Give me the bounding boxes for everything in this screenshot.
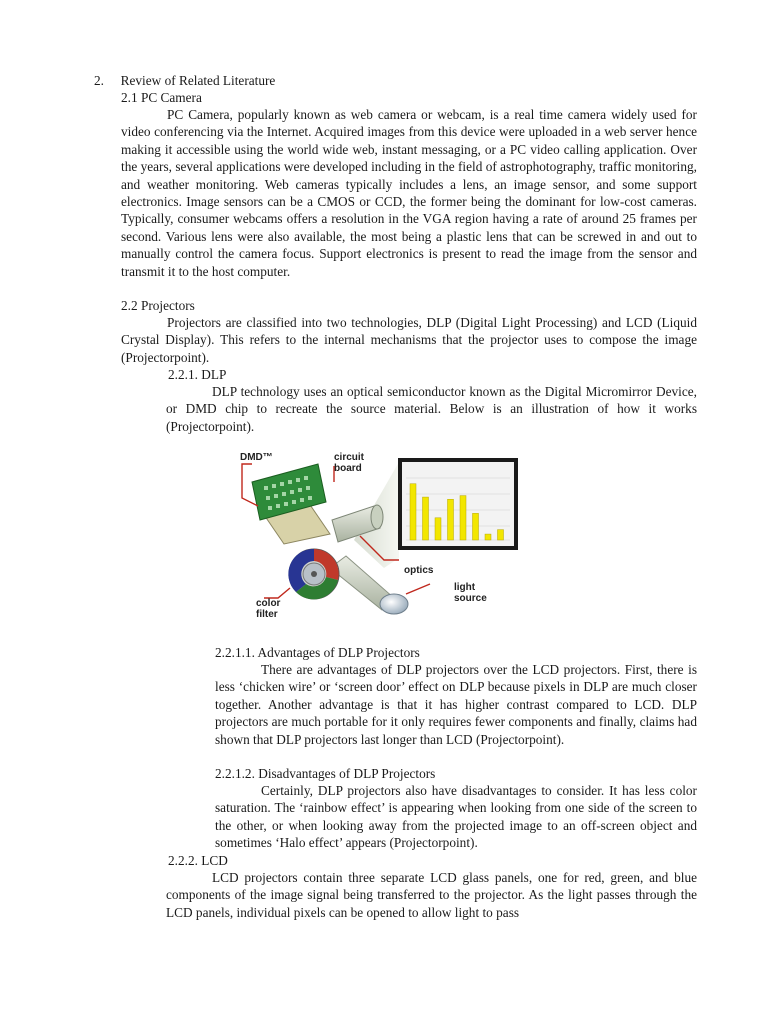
section-heading xyxy=(94,72,275,89)
label-light-line2: source xyxy=(454,593,487,604)
dlp-advantages-heading: 2.2.1.1. Advantages of DLP Projectors xyxy=(215,645,420,660)
screen-bar xyxy=(485,534,491,540)
projectors-heading: 2.2 Projectors xyxy=(121,298,195,313)
pc-camera-paragraph: PC Camera, popularly known as web camera or webcam, is a real time camera widely used for video conferencing via the Internet. Acquired images from this device were uploaded in a web server hence making it accessible using the world wide web, instant messaging, or a PC video calling application. Over the years, several applications were developed including in the field of astrophotography, traffic monitoring, and weather monitoring. Web cameras typically includes a lens, an image sensor, and some support electronics. Image sensors can be a CMOS or CCD, the former being the dominant for low-cost cameras. Typically, consumer webcams offers a resolution in the VGA region having a rate of around 25 frames per second. Various lens were also available, the most being a plastic lens that can be screwed in and out to manually control the camera focus. Support electronics is present to read the image from the sensor and transmit it to the host computer. xyxy=(121,107,697,279)
label-filter-line1: color xyxy=(256,598,281,609)
dlp-illustration xyxy=(234,448,524,624)
screen-bar xyxy=(448,499,454,540)
lcd-heading: 2.2.2. LCD xyxy=(168,853,228,868)
screen-bar xyxy=(473,513,479,540)
label-filter-line2: filter xyxy=(256,609,278,620)
screen-bar xyxy=(435,518,441,540)
label-dmd: DMD™ xyxy=(240,452,273,463)
label-optics: optics xyxy=(404,565,434,576)
section-number: 2. xyxy=(94,73,104,88)
color-filter-wheel xyxy=(288,549,339,599)
dlp-heading: 2.2.1. DLP xyxy=(168,367,227,382)
pc-camera-heading: 2.1 PC Camera xyxy=(121,90,202,105)
dlp-paragraph: DLP technology uses an optical semiconductor known as the Digital Micromirror Device, or DMD chip to recreate the source material. Below is an illustration of how it works (Projectorpoint). xyxy=(166,384,697,434)
dlp-advantages-paragraph: There are advantages of DLP projectors over the LCD projectors. First, there is less ‘chicken wire’ or ‘screen door’ effect on DLP because pixels in DLP are much closer together. Another advantage is that it has higher contrast compared to LCD. DLP projectors are much portable for it only requires fewer components and finally, claims had shown that DLP projectors last longer than LCD (Projectorpoint). xyxy=(215,662,697,747)
screen-bar xyxy=(460,496,466,540)
screen-bar xyxy=(410,484,416,540)
projection-screen xyxy=(398,458,518,550)
screen-bar xyxy=(498,530,504,540)
section-title: Review of Related Literature xyxy=(120,73,276,88)
label-circuit-line2: board xyxy=(334,463,362,474)
label-light-line1: light xyxy=(454,582,476,593)
dlp-disadvantages-heading: 2.2.1.2. Disadvantages of DLP Projectors xyxy=(215,766,436,781)
label-circuit-line1: circuit xyxy=(334,452,365,463)
light-source-bulb xyxy=(380,594,408,614)
dlp-illustration-svg xyxy=(234,448,524,624)
dlp-disadvantages-paragraph: Certainly, DLP projectors also have disadvantages to consider. It has less color saturation. The ‘rainbow effect’ is appearing when looking from one side of the screen to the other, or when looking away from the projected image to an off-screen object and sometimes ‘Halo effect’ appears (Projectorpoint). xyxy=(215,783,697,851)
projectors-paragraph: Projectors are classified into two technologies, DLP (Digital Light Processing) and LCD (Liquid Crystal Display). This refers to the internal mechanisms that the projector uses to compose the image (Projectorpoint). xyxy=(121,315,697,365)
screen-bar xyxy=(423,497,429,540)
lcd-paragraph: LCD projectors contain three separate LCD glass panels, one for red, green, and blue components of the image signal being transferred to the projector. As the light passes through the LCD panels, individual pixels can be opened to allow light to pass xyxy=(166,870,697,920)
